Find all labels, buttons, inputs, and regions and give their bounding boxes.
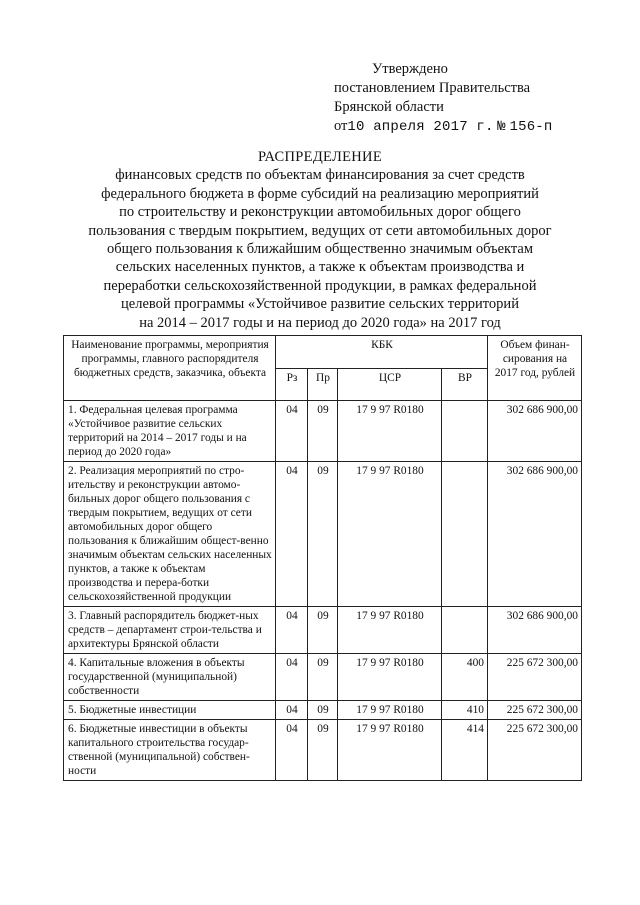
heading-line: по строительству и реконструкции автомобильных дорог общего xyxy=(119,204,521,221)
header-pr: Пр xyxy=(308,368,338,401)
table-row xyxy=(64,701,582,720)
approval-stamp xyxy=(334,60,553,137)
row-csr: 17 9 97 R0180 xyxy=(338,607,442,654)
row-vr xyxy=(442,462,488,607)
row-csr: 17 9 97 R0180 xyxy=(338,701,442,720)
heading-line: общего пользования к ближайшим общественно значимым объектам xyxy=(106,241,534,258)
heading-line: финансовых средств по объектам финансирования за счет средств xyxy=(115,167,525,184)
row-csr: 17 9 97 R0180 xyxy=(338,462,442,607)
document-title: РАСПРЕДЕЛЕНИЕ xyxy=(258,149,382,165)
row-vr xyxy=(442,401,488,462)
row-vr xyxy=(442,607,488,654)
row-rz: 04 xyxy=(276,701,308,720)
approval-line-region: Брянской области xyxy=(334,99,444,115)
row-rz: 04 xyxy=(276,720,308,781)
row-rz: 04 xyxy=(276,462,308,607)
approval-date: 10 апреля 2017 г. xyxy=(347,119,494,135)
funding-table xyxy=(63,335,582,781)
table-row xyxy=(64,720,582,781)
row-name: 4. Капитальные вложения в объекты государственной (муниципальной) собственности xyxy=(64,654,276,701)
heading-line: пользования с твердым покрытием, ведущих от сети автомобильных дорог xyxy=(88,222,552,239)
approval-number: 156-п xyxy=(509,119,553,135)
approval-line-approved: Утверждено xyxy=(372,61,448,77)
row-name: 2. Реализация мероприятий по стро-ительству и реконструкции автомо-бильных дорог общего пользования с твердым покрытием, ведущих от сети автомобильных дорог общего пользования к ближайшим общест-венно значимым объектам сельских населенных пунктов, а также к объектам производства и перера-ботки сельскохозяйственной продукции xyxy=(64,462,276,607)
row-pr: 09 xyxy=(308,607,338,654)
approval-date-line xyxy=(334,117,553,137)
heading-line: сельских населенных пунктов, а также к объектам производства и xyxy=(115,259,525,276)
header-name: Наименование программы, мероприятия программы, главного распорядителя бюджетных средств, заказчика, объекта xyxy=(64,336,276,401)
approval-line-decree: постановлением Правительства xyxy=(334,80,531,96)
approval-number-sign: № xyxy=(497,119,506,135)
row-sum: 225 672 300,00 xyxy=(488,701,582,720)
heading-line: на 2014 – 2017 годы и на период до 2020 года» на 2017 год xyxy=(139,314,501,331)
table-header-row xyxy=(64,336,582,369)
row-pr: 09 xyxy=(308,462,338,607)
row-rz: 04 xyxy=(276,607,308,654)
row-sum: 225 672 300,00 xyxy=(488,720,582,781)
header-csr: ЦСР xyxy=(338,368,442,401)
row-rz: 04 xyxy=(276,654,308,701)
table-row xyxy=(64,401,582,462)
heading-line: переработки сельскохозяйственной продукции, в рамках федеральной xyxy=(103,277,537,294)
row-pr: 09 xyxy=(308,720,338,781)
row-rz: 04 xyxy=(276,401,308,462)
row-csr: 17 9 97 R0180 xyxy=(338,720,442,781)
row-name: 5. Бюджетные инвестиции xyxy=(64,701,276,720)
row-sum: 302 686 900,00 xyxy=(488,462,582,607)
row-name: 3. Главный распорядитель бюджет-ных средств – департамент строи-тельства и архитектуры Брянской области xyxy=(64,607,276,654)
header-kbk: КБК xyxy=(276,336,488,369)
table-row xyxy=(64,607,582,654)
heading-line: федерального бюджета в форме субсидий на реализацию мероприятий xyxy=(101,185,539,202)
approval-date-prefix: от xyxy=(334,118,348,134)
row-vr: 410 xyxy=(442,701,488,720)
heading-line: целевой программы «Устойчивое развитие сельских территорий xyxy=(121,296,519,313)
document-heading xyxy=(60,148,580,332)
row-sum: 225 672 300,00 xyxy=(488,654,582,701)
row-pr: 09 xyxy=(308,654,338,701)
row-pr: 09 xyxy=(308,701,338,720)
row-vr: 414 xyxy=(442,720,488,781)
header-vr: ВР xyxy=(442,368,488,401)
row-sum: 302 686 900,00 xyxy=(488,401,582,462)
header-rz: Рз xyxy=(276,368,308,401)
row-name: 6. Бюджетные инвестиции в объекты капитального строительства государ-ственной (муниципальной) собствен-ности xyxy=(64,720,276,781)
header-sum: Объем финан-сирования на 2017 год, рублей xyxy=(488,336,582,401)
row-csr: 17 9 97 R0180 xyxy=(338,401,442,462)
table-row xyxy=(64,654,582,701)
row-name: 1. Федеральная целевая программа «Устойчивое развитие сельских территорий на 2014 – 2017 годы и на период до 2020 года» xyxy=(64,401,276,462)
row-pr: 09 xyxy=(308,401,338,462)
table-row xyxy=(64,462,582,607)
row-csr: 17 9 97 R0180 xyxy=(338,654,442,701)
row-sum: 302 686 900,00 xyxy=(488,607,582,654)
row-vr: 400 xyxy=(442,654,488,701)
